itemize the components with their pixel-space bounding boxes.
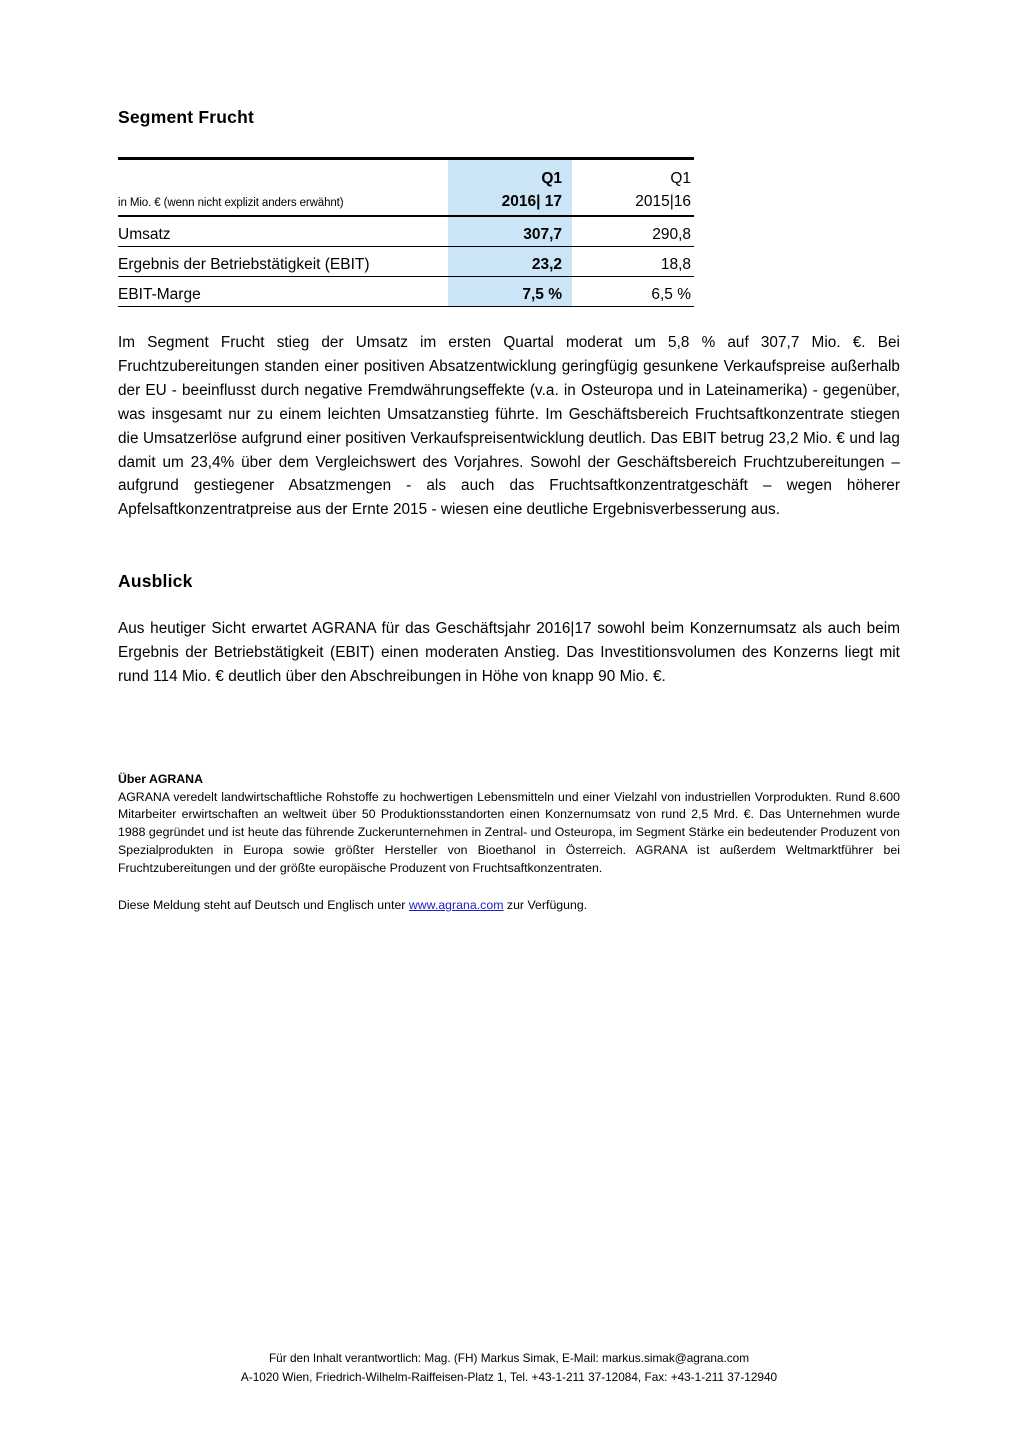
table-row: [118, 247, 694, 277]
row-value-umsatz-current: 307,7: [448, 216, 572, 247]
row-label-ebit: Ergebnis der Betriebstätigkeit (EBIT): [118, 247, 448, 277]
about-section: [118, 771, 900, 915]
header-quarter-previous: Q1: [670, 170, 691, 188]
outlook-heading: Ausblick: [118, 571, 193, 592]
row-value-ebit-marge-previous: 6,5 %: [572, 277, 694, 307]
header-year-current: 2016| 17: [501, 192, 562, 210]
page-title: Segment Frucht: [118, 107, 255, 127]
spacer-before-about: [118, 705, 900, 771]
row-value-ebit-current: 23,2: [448, 247, 572, 277]
outlook-paragraph: Aus heutiger Sicht erwartet AGRANA für das Geschäftsjahr 2016|17 sowohl beim Konzernumsatz als auch beim Ergebnis der Betriebstätigkeit (EBIT) einen moderaten Anstieg. Das Investitionsvolumen des Konzerns liegt mit rund 114 Mio. € deutlich über den Abschreibungen in Höhe von knapp 90 Mio. €.: [118, 620, 900, 686]
segment-paragraph: Im Segment Frucht stieg der Umsatz im ersten Quartal moderat um 5,8 % auf 307,7 Mio. €. Bei Fruchtzubereitungen standen einer positiven Absatzentwicklung geringfügig gesunkene Verkaufspreise außerhalb der EU - beeinflusst durch negative Fremdwährungseffekte (v.a. in Osteuropa und in Lateinamerika) - gegenüber, was insgesamt nur zu einem leichten Umsatzanstieg führte. Im Geschäftsbereich Fruchtsaftkonzentrate stiegen die Umsatzerlöse aufgrund einer positiven Verkaufspreisentwicklung deutlich. Das EBIT betrug 23,2 Mio. € und lag damit um 23,4% über dem Vergleichswert des Vorjahres. Sowohl der Geschäftsbereich Fruchtzubereitungen – aufgrund gestiegener Absatzmengen - als auch das Fruchtsaftkonzentratgeschäft – wegen höherer Apfelsaftkonzentratpreise aus der Ernte 2015 - wiesen eine deutliche Ergebnisverbesserung aus.: [118, 334, 900, 519]
row-label-ebit-marge: EBIT-Marge: [118, 277, 448, 307]
about-heading: Über AGRANA: [118, 771, 203, 786]
spacer-before-outlook: [118, 538, 900, 572]
table-row: [118, 277, 694, 307]
footer-line-address: A-1020 Wien, Friedrich-Wilhelm-Raiffeisen-Platz 1, Tel. +43-1-211 37-12084, Fax: +43-1-211 37-12940: [240, 1370, 778, 1385]
agrana-website-link[interactable]: www.agrana.com: [408, 897, 504, 912]
header-year-previous: 2015|16: [635, 192, 691, 210]
page-footer: [0, 1349, 1018, 1387]
row-value-ebit-previous: 18,8: [572, 247, 694, 277]
table-header-current-period: [448, 160, 572, 217]
release-note: [118, 897, 900, 915]
row-label-umsatz: Umsatz: [118, 216, 448, 247]
table-header-row: [118, 160, 694, 217]
segment-financials-table: [118, 157, 694, 307]
release-note-prefix: Diese Meldung steht auf Deutsch und Englisch unter: [118, 897, 409, 912]
about-paragraph: AGRANA veredelt landwirtschaftliche Rohstoffe zu hochwertigen Lebensmitteln und einer Vielzahl von industriellen Vorprodukten. Rund 8.600 Mitarbeiter erwirtschaften an weltweit über 50 Produktionsstandorten einen Konzernumsatz von rund 2,5 Mrd. €. Das Unternehmen wurde 1988 gegründet und ist heute das führende Zuckerunternehmen in Zentral- und Osteuropa, im Segment Stärke ein bedeutender Produzent von Spezialprodukten in Europa sowie größter Hersteller von Bioethanol in Österreich. AGRANA ist außerdem Weltmarktführer bei Fruchtzubereitungen und der größte europäische Produzent von Fruchtsaftkonzentraten.: [118, 789, 900, 875]
header-quarter-current: Q1: [541, 170, 562, 188]
document-content: [118, 108, 900, 915]
row-value-umsatz-previous: 290,8: [572, 216, 694, 247]
footer-line-responsible: Für den Inhalt verantwortlich: Mag. (FH) Markus Simak, E-Mail: markus.simak@agrana.com: [268, 1351, 750, 1365]
table-caption: in Mio. € (wenn nicht explizit anders erwähnt): [118, 160, 448, 217]
row-value-ebit-marge-current: 7,5 %: [448, 277, 572, 307]
release-note-suffix: zur Verfügung.: [503, 897, 588, 912]
table-row: [118, 216, 694, 247]
table-header-previous-period: [572, 160, 694, 217]
